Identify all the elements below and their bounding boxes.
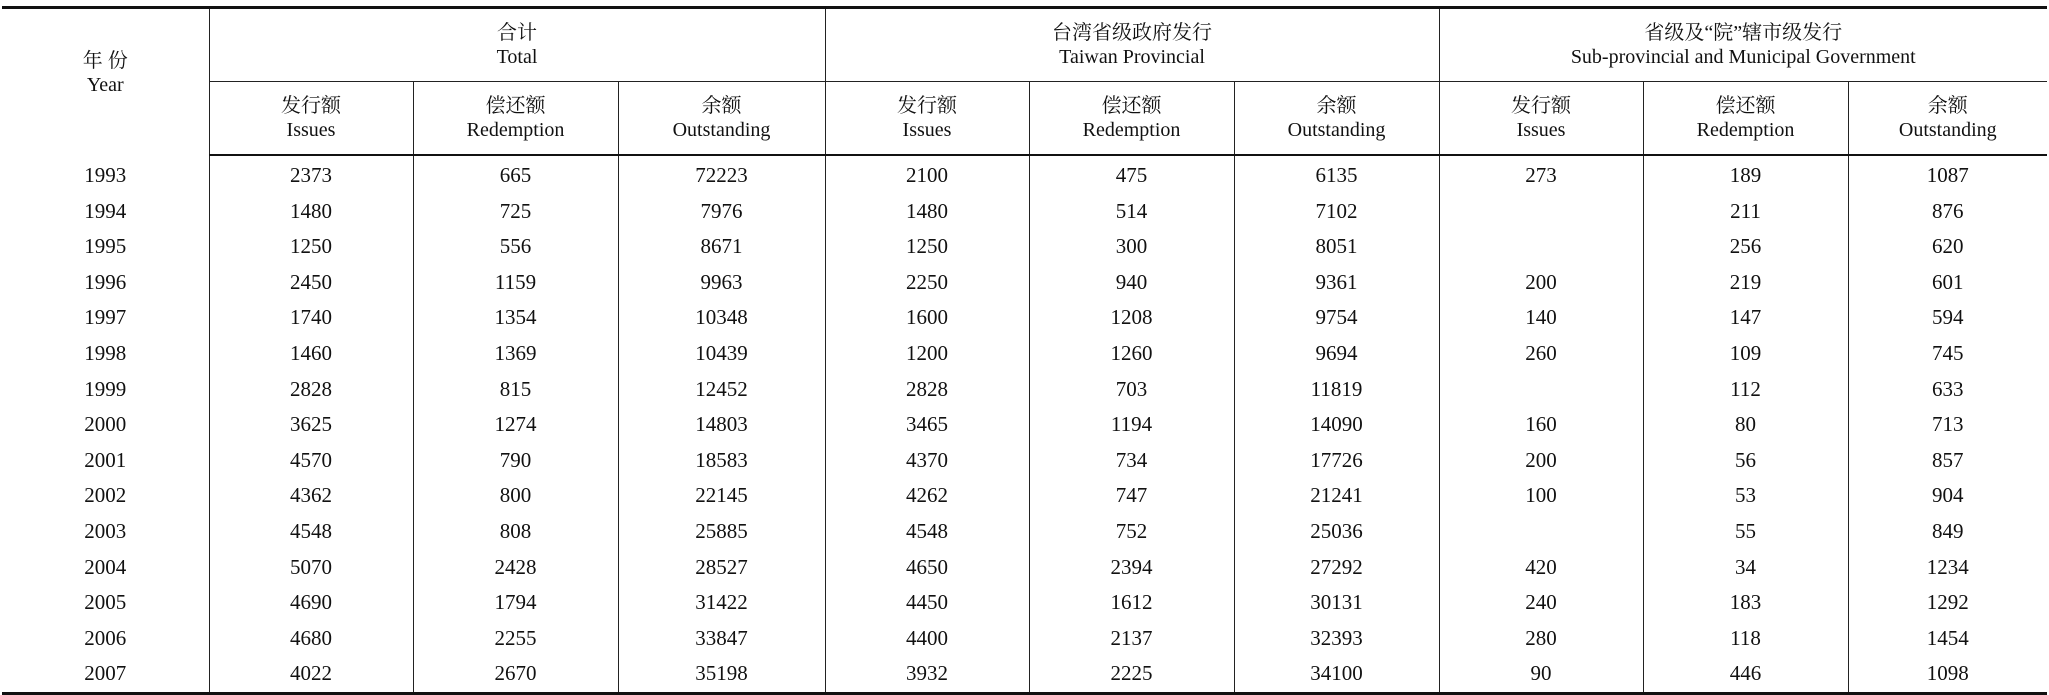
cell-municipal-redemption: 56	[1643, 443, 1848, 479]
cell-provincial-issues: 2828	[825, 372, 1029, 408]
cell-total-outstanding: 33847	[618, 621, 825, 657]
sub-header-zh: 发行额	[1511, 95, 1572, 117]
cell-total-outstanding: 14803	[618, 407, 825, 443]
cell-municipal-outstanding: 601	[1848, 265, 2047, 301]
year-header-zh: 年 份	[82, 50, 128, 72]
cell-municipal-redemption: 219	[1643, 265, 1848, 301]
sub-header-redemption	[1029, 82, 1234, 156]
cell-total-redemption: 556	[413, 229, 618, 265]
cell-municipal-issues	[1439, 514, 1643, 550]
group-total-zh: 合计	[497, 22, 537, 44]
cell-year: 1995	[84, 234, 127, 259]
cell-municipal-issues: 140	[1439, 300, 1643, 336]
cell-total-redemption: 2670	[413, 656, 618, 693]
cell-total-outstanding: 12452	[618, 372, 825, 408]
sub-header-en: Redemption	[466, 119, 565, 141]
cell-municipal-issues: 420	[1439, 550, 1643, 586]
sub-header-issues	[1439, 82, 1643, 156]
cell-municipal-outstanding: 620	[1848, 229, 2047, 265]
cell-municipal-issues: 273	[1439, 155, 1643, 194]
cell-municipal-outstanding: 1098	[1848, 656, 2047, 693]
cell-provincial-outstanding: 9694	[1234, 336, 1439, 372]
cell-provincial-redemption: 300	[1029, 229, 1234, 265]
group-municipal-en: Sub-provincial and Municipal Government	[1570, 46, 1916, 68]
cell-total-issues: 1740	[209, 300, 413, 336]
cell-total-outstanding: 31422	[618, 585, 825, 621]
cell-year: 2001	[84, 447, 127, 472]
cell-total-outstanding: 10348	[618, 300, 825, 336]
cell-municipal-issues	[1439, 229, 1643, 265]
cell-total-issues: 2373	[209, 155, 413, 194]
cell-provincial-issues: 3465	[825, 407, 1029, 443]
table-row	[2, 265, 2047, 301]
cell-provincial-issues: 4400	[825, 621, 1029, 657]
cell-municipal-outstanding: 713	[1848, 407, 2047, 443]
cell-year: 2007	[84, 661, 127, 686]
cell-municipal-outstanding: 904	[1848, 478, 2047, 514]
cell-provincial-issues: 4450	[825, 585, 1029, 621]
cell-provincial-outstanding: 25036	[1234, 514, 1439, 550]
cell-municipal-redemption: 53	[1643, 478, 1848, 514]
cell-provincial-outstanding: 8051	[1234, 229, 1439, 265]
cell-year: 1997	[84, 305, 127, 330]
cell-total-redemption: 2428	[413, 550, 618, 586]
cell-provincial-issues: 4262	[825, 478, 1029, 514]
sub-header-zh: 偿还额	[485, 95, 546, 117]
cell-provincial-redemption: 940	[1029, 265, 1234, 301]
cell-municipal-issues: 160	[1439, 407, 1643, 443]
cell-total-redemption: 2255	[413, 621, 618, 657]
cell-year: 2006	[84, 625, 127, 650]
cell-municipal-outstanding: 1292	[1848, 585, 2047, 621]
table-body	[2, 155, 2047, 693]
cell-provincial-outstanding: 7102	[1234, 194, 1439, 230]
cell-provincial-issues: 4548	[825, 514, 1029, 550]
cell-total-issues: 4570	[209, 443, 413, 479]
cell-municipal-outstanding: 594	[1848, 300, 2047, 336]
cell-total-outstanding: 18583	[618, 443, 825, 479]
cell-provincial-outstanding: 27292	[1234, 550, 1439, 586]
cell-provincial-redemption: 475	[1029, 155, 1234, 194]
cell-provincial-redemption: 514	[1029, 194, 1234, 230]
cell-total-redemption: 665	[413, 155, 618, 194]
cell-total-issues: 2450	[209, 265, 413, 301]
sub-header-en: Redemption	[1082, 119, 1181, 141]
cell-total-redemption: 1274	[413, 407, 618, 443]
cell-provincial-outstanding: 9754	[1234, 300, 1439, 336]
cell-provincial-redemption: 1194	[1029, 407, 1234, 443]
cell-provincial-redemption: 734	[1029, 443, 1234, 479]
cell-municipal-redemption: 183	[1643, 585, 1848, 621]
cell-municipal-issues: 280	[1439, 621, 1643, 657]
group-provincial-zh: 台湾省级政府发行	[1052, 22, 1213, 44]
cell-total-outstanding: 35198	[618, 656, 825, 693]
cell-total-issues: 5070	[209, 550, 413, 586]
sub-header-issues	[825, 82, 1029, 156]
cell-total-redemption: 1369	[413, 336, 618, 372]
cell-total-outstanding: 22145	[618, 478, 825, 514]
cell-provincial-issues: 1480	[825, 194, 1029, 230]
cell-provincial-outstanding: 11819	[1234, 372, 1439, 408]
sub-header-redemption	[413, 82, 618, 156]
year-header	[2, 8, 209, 156]
bond-statistics-table	[2, 6, 2047, 695]
cell-provincial-outstanding: 21241	[1234, 478, 1439, 514]
cell-total-outstanding: 72223	[618, 155, 825, 194]
cell-year: 2005	[84, 590, 127, 615]
table-row	[2, 443, 2047, 479]
cell-provincial-issues: 1200	[825, 336, 1029, 372]
cell-municipal-outstanding: 1087	[1848, 155, 2047, 194]
header-sub-row	[2, 82, 2047, 156]
cell-provincial-redemption: 1612	[1029, 585, 1234, 621]
cell-total-issues: 3625	[209, 407, 413, 443]
cell-total-redemption: 808	[413, 514, 618, 550]
cell-year: 2000	[84, 412, 127, 437]
cell-provincial-outstanding: 32393	[1234, 621, 1439, 657]
sub-header-en: Outstanding	[1287, 119, 1386, 141]
cell-municipal-redemption: 112	[1643, 372, 1848, 408]
table-row	[2, 194, 2047, 230]
cell-provincial-redemption: 1208	[1029, 300, 1234, 336]
cell-municipal-redemption: 80	[1643, 407, 1848, 443]
cell-provincial-redemption: 2137	[1029, 621, 1234, 657]
sub-header-en: Outstanding	[1898, 119, 1997, 141]
cell-municipal-redemption: 34	[1643, 550, 1848, 586]
cell-total-redemption: 815	[413, 372, 618, 408]
cell-total-issues: 4548	[209, 514, 413, 550]
cell-provincial-issues: 4650	[825, 550, 1029, 586]
sub-header-zh: 发行额	[281, 95, 341, 117]
cell-provincial-outstanding: 9361	[1234, 265, 1439, 301]
table-row	[2, 514, 2047, 550]
sub-header-zh: 余额	[1316, 95, 1357, 117]
sub-header-redemption	[1643, 82, 1848, 156]
sub-header-zh: 发行额	[897, 95, 957, 117]
cell-provincial-issues: 1600	[825, 300, 1029, 336]
group-header-total	[209, 8, 825, 82]
cell-provincial-redemption: 752	[1029, 514, 1234, 550]
cell-provincial-outstanding: 30131	[1234, 585, 1439, 621]
table-row	[2, 656, 2047, 693]
cell-municipal-outstanding: 1454	[1848, 621, 2047, 657]
cell-total-outstanding: 7976	[618, 194, 825, 230]
sub-header-en: Issues	[902, 119, 952, 141]
cell-municipal-issues: 90	[1439, 656, 1643, 693]
cell-total-issues: 4690	[209, 585, 413, 621]
cell-municipal-redemption: 211	[1643, 194, 1848, 230]
group-header-provincial	[825, 8, 1439, 82]
cell-provincial-redemption: 703	[1029, 372, 1234, 408]
cell-provincial-outstanding: 6135	[1234, 155, 1439, 194]
cell-municipal-issues	[1439, 372, 1643, 408]
cell-municipal-redemption: 446	[1643, 656, 1848, 693]
cell-total-redemption: 800	[413, 478, 618, 514]
sub-header-zh: 余额	[701, 95, 742, 117]
cell-provincial-redemption: 2394	[1029, 550, 1234, 586]
cell-total-issues: 1460	[209, 336, 413, 372]
cell-municipal-issues	[1439, 194, 1643, 230]
cell-year: 2002	[84, 483, 127, 508]
table-row	[2, 229, 2047, 265]
cell-municipal-outstanding: 876	[1848, 194, 2047, 230]
table-row	[2, 585, 2047, 621]
cell-total-issues: 2828	[209, 372, 413, 408]
cell-provincial-issues: 2250	[825, 265, 1029, 301]
cell-provincial-outstanding: 14090	[1234, 407, 1439, 443]
header-group-row	[2, 8, 2047, 82]
cell-total-issues: 4022	[209, 656, 413, 693]
cell-year: 1998	[84, 340, 127, 365]
cell-municipal-redemption: 109	[1643, 336, 1848, 372]
cell-total-redemption: 1794	[413, 585, 618, 621]
sub-header-en: Outstanding	[672, 119, 771, 141]
cell-municipal-outstanding: 745	[1848, 336, 2047, 372]
cell-provincial-redemption: 747	[1029, 478, 1234, 514]
cell-year: 1994	[84, 198, 127, 223]
table-row	[2, 300, 2047, 336]
cell-total-outstanding: 25885	[618, 514, 825, 550]
group-municipal-zh: 省级及“院”辖市级发行	[1644, 22, 1843, 44]
table-row	[2, 407, 2047, 443]
cell-municipal-issues: 100	[1439, 478, 1643, 514]
cell-municipal-redemption: 55	[1643, 514, 1848, 550]
sub-header-outstanding	[618, 82, 825, 156]
cell-total-issues: 4362	[209, 478, 413, 514]
cell-provincial-outstanding: 17726	[1234, 443, 1439, 479]
cell-year: 1993	[84, 162, 127, 187]
cell-municipal-issues: 200	[1439, 265, 1643, 301]
cell-municipal-outstanding: 857	[1848, 443, 2047, 479]
cell-year: 2004	[84, 554, 127, 579]
cell-provincial-redemption: 2225	[1029, 656, 1234, 693]
group-total-en: Total	[496, 46, 538, 68]
table-row	[2, 621, 2047, 657]
year-header-en: Year	[86, 74, 124, 96]
cell-total-outstanding: 9963	[618, 265, 825, 301]
cell-total-issues: 1480	[209, 194, 413, 230]
sub-header-zh: 偿还额	[1101, 95, 1162, 117]
group-provincial-en: Taiwan Provincial	[1059, 46, 1205, 68]
cell-municipal-redemption: 189	[1643, 155, 1848, 194]
table-row	[2, 155, 2047, 194]
group-header-municipal	[1439, 8, 2047, 82]
cell-provincial-issues: 3932	[825, 656, 1029, 693]
table-row	[2, 336, 2047, 372]
cell-total-issues: 1250	[209, 229, 413, 265]
sub-header-en: Redemption	[1696, 119, 1795, 141]
cell-total-redemption: 1354	[413, 300, 618, 336]
cell-provincial-issues: 2100	[825, 155, 1029, 194]
cell-municipal-outstanding: 633	[1848, 372, 2047, 408]
cell-year: 1999	[84, 376, 127, 401]
sub-header-outstanding	[1848, 82, 2047, 156]
cell-municipal-outstanding: 1234	[1848, 550, 2047, 586]
table-row	[2, 550, 2047, 586]
cell-provincial-outstanding: 34100	[1234, 656, 1439, 693]
cell-total-redemption: 725	[413, 194, 618, 230]
cell-total-issues: 4680	[209, 621, 413, 657]
sub-header-zh: 余额	[1927, 95, 1968, 117]
cell-provincial-issues: 4370	[825, 443, 1029, 479]
cell-municipal-redemption: 147	[1643, 300, 1848, 336]
cell-total-outstanding: 10439	[618, 336, 825, 372]
cell-total-outstanding: 28527	[618, 550, 825, 586]
cell-provincial-issues: 1250	[825, 229, 1029, 265]
cell-total-redemption: 1159	[413, 265, 618, 301]
cell-municipal-issues: 200	[1439, 443, 1643, 479]
cell-total-redemption: 790	[413, 443, 618, 479]
table-row	[2, 478, 2047, 514]
cell-year: 1996	[84, 269, 127, 294]
cell-municipal-issues: 260	[1439, 336, 1643, 372]
sub-header-en: Issues	[1516, 119, 1566, 141]
cell-municipal-redemption: 118	[1643, 621, 1848, 657]
cell-total-outstanding: 8671	[618, 229, 825, 265]
sub-header-outstanding	[1234, 82, 1439, 156]
cell-municipal-redemption: 256	[1643, 229, 1848, 265]
sub-header-issues	[209, 82, 413, 156]
sub-header-zh: 偿还额	[1715, 95, 1776, 117]
cell-municipal-issues: 240	[1439, 585, 1643, 621]
cell-municipal-outstanding: 849	[1848, 514, 2047, 550]
cell-provincial-redemption: 1260	[1029, 336, 1234, 372]
table-row	[2, 372, 2047, 408]
cell-year: 2003	[84, 518, 127, 543]
sub-header-en: Issues	[286, 119, 336, 141]
